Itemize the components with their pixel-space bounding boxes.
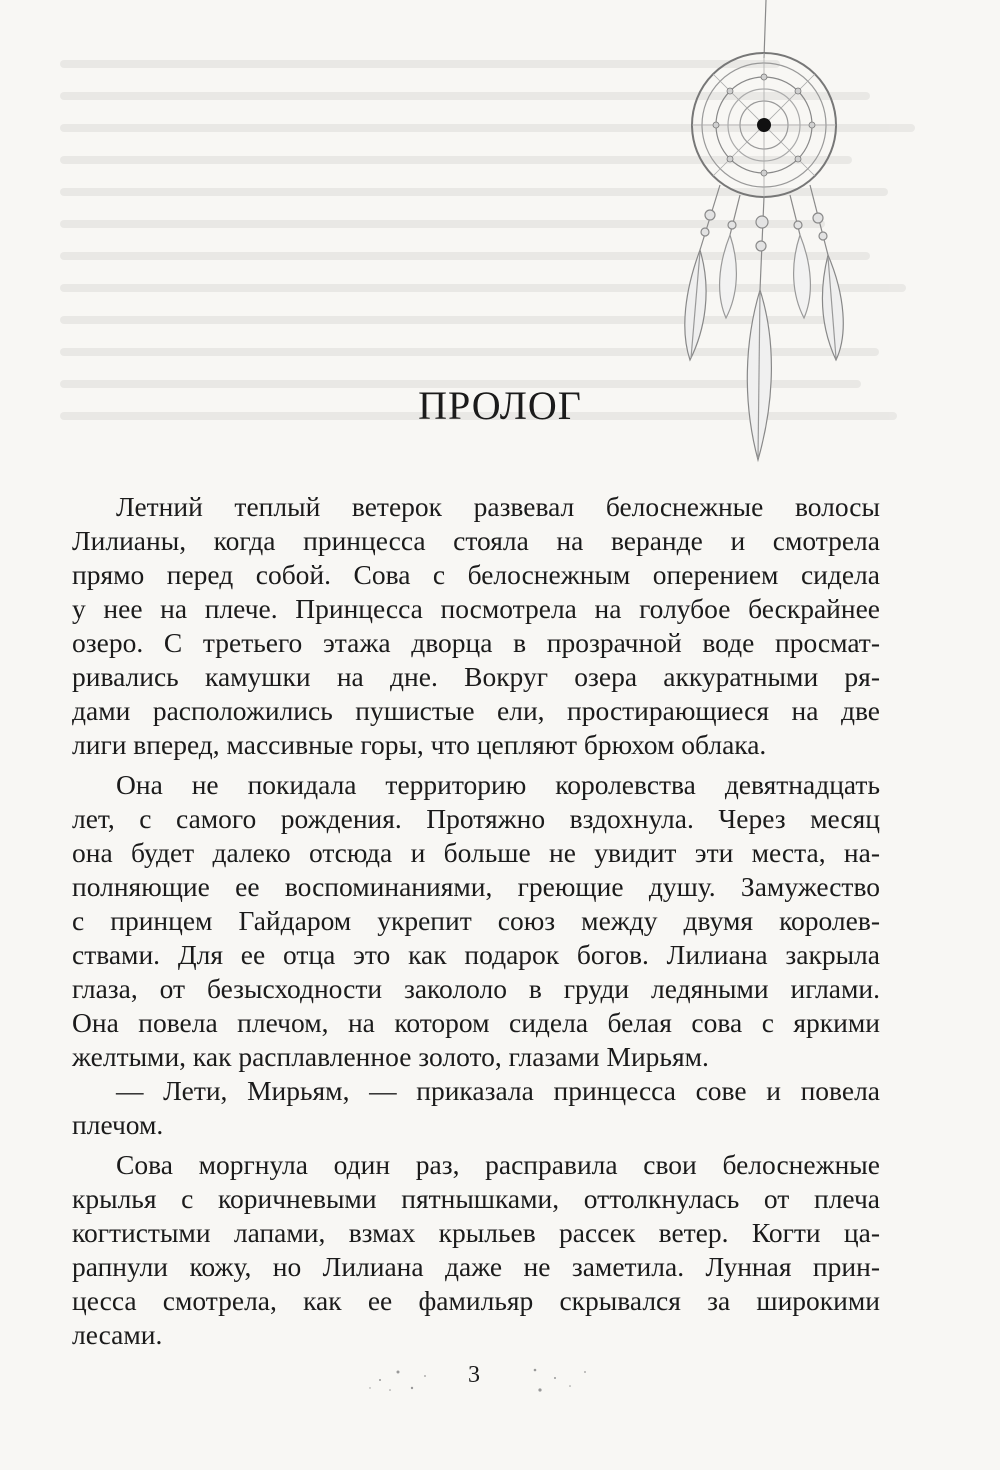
text-line: рапнули кожу, но Лилиана даже не заметила. Лунная прин- (72, 1251, 880, 1282)
text-line: лет, с самого рождения. Протяжно вздохнула. Через месяц (72, 803, 880, 834)
text-line: полняющие ее воспоминаниями, греющие душу. Замужество (72, 871, 880, 902)
paragraph (72, 490, 880, 762)
text-line: крылья с коричневыми пятнышками, оттолкнулась от плеча (72, 1183, 880, 1214)
text-line: Она повела плечом, на котором сидела белая сова с яркими (72, 1007, 880, 1038)
text-line: озеро. С третьего этажа дворца в прозрачной воде просмат- (72, 627, 880, 658)
text-line: ривались камушки на дне. Вокруг озера аккуратными ря- (72, 661, 880, 692)
text-line: плечом. (72, 1109, 164, 1140)
text-line: дами расположились пушистые ели, простирающиеся на две (72, 695, 880, 726)
text-line: прямо перед собой. Сова с белоснежным оперением сидела (72, 559, 880, 590)
text-line: — Лети, Мирьям, — приказала принцесса сове и повела (116, 1075, 880, 1106)
text-line: желтыми, как расплавленное золото, глазами Мирьям. (72, 1041, 709, 1072)
page-number: 3 (468, 1362, 480, 1388)
chapter-body (72, 490, 880, 1352)
paragraph (72, 1074, 880, 1142)
chapter-title: ПРОЛОГ (418, 383, 582, 428)
text-line: ствами. Для ее отца это как подарок богов. Лилиана закрыла (72, 939, 880, 970)
text-line: Сова моргнула один раз, расправила свои белоснежные (116, 1149, 880, 1180)
text-line: Летний теплый ветерок развевал белоснежные волосы (116, 491, 880, 522)
text-line: она будет далеко отсюда и больше не увидит эти места, на- (72, 837, 880, 868)
text-line: Она не покидала территорию королевства девятнадцать (116, 769, 880, 800)
text-line: с принцем Гайдаром укрепит союз между двумя королев- (72, 905, 880, 936)
sparkle-ornament-right (515, 1358, 615, 1398)
text-line: лесами. (72, 1319, 163, 1350)
text-line: когтистыми лапами, взмах крыльев рассек ветер. Когти ца- (72, 1217, 880, 1248)
text-line: глаза, от безысходности закололо в груди ледяными иглами. (72, 973, 880, 1004)
text-line: лиги вперед, массивные горы, что цепляют брюхом облака. (72, 729, 767, 760)
paragraph (72, 768, 880, 1074)
text-line: Лилианы, когда принцесса стояла на веранде и смотрела (72, 525, 880, 556)
text-line: цесса смотрела, как ее фамильяр скрывался за широкими (72, 1285, 880, 1316)
paragraph (72, 1148, 880, 1352)
text-line: у нее на плече. Принцесса посмотрела на голубое бескрайнее (72, 593, 880, 624)
